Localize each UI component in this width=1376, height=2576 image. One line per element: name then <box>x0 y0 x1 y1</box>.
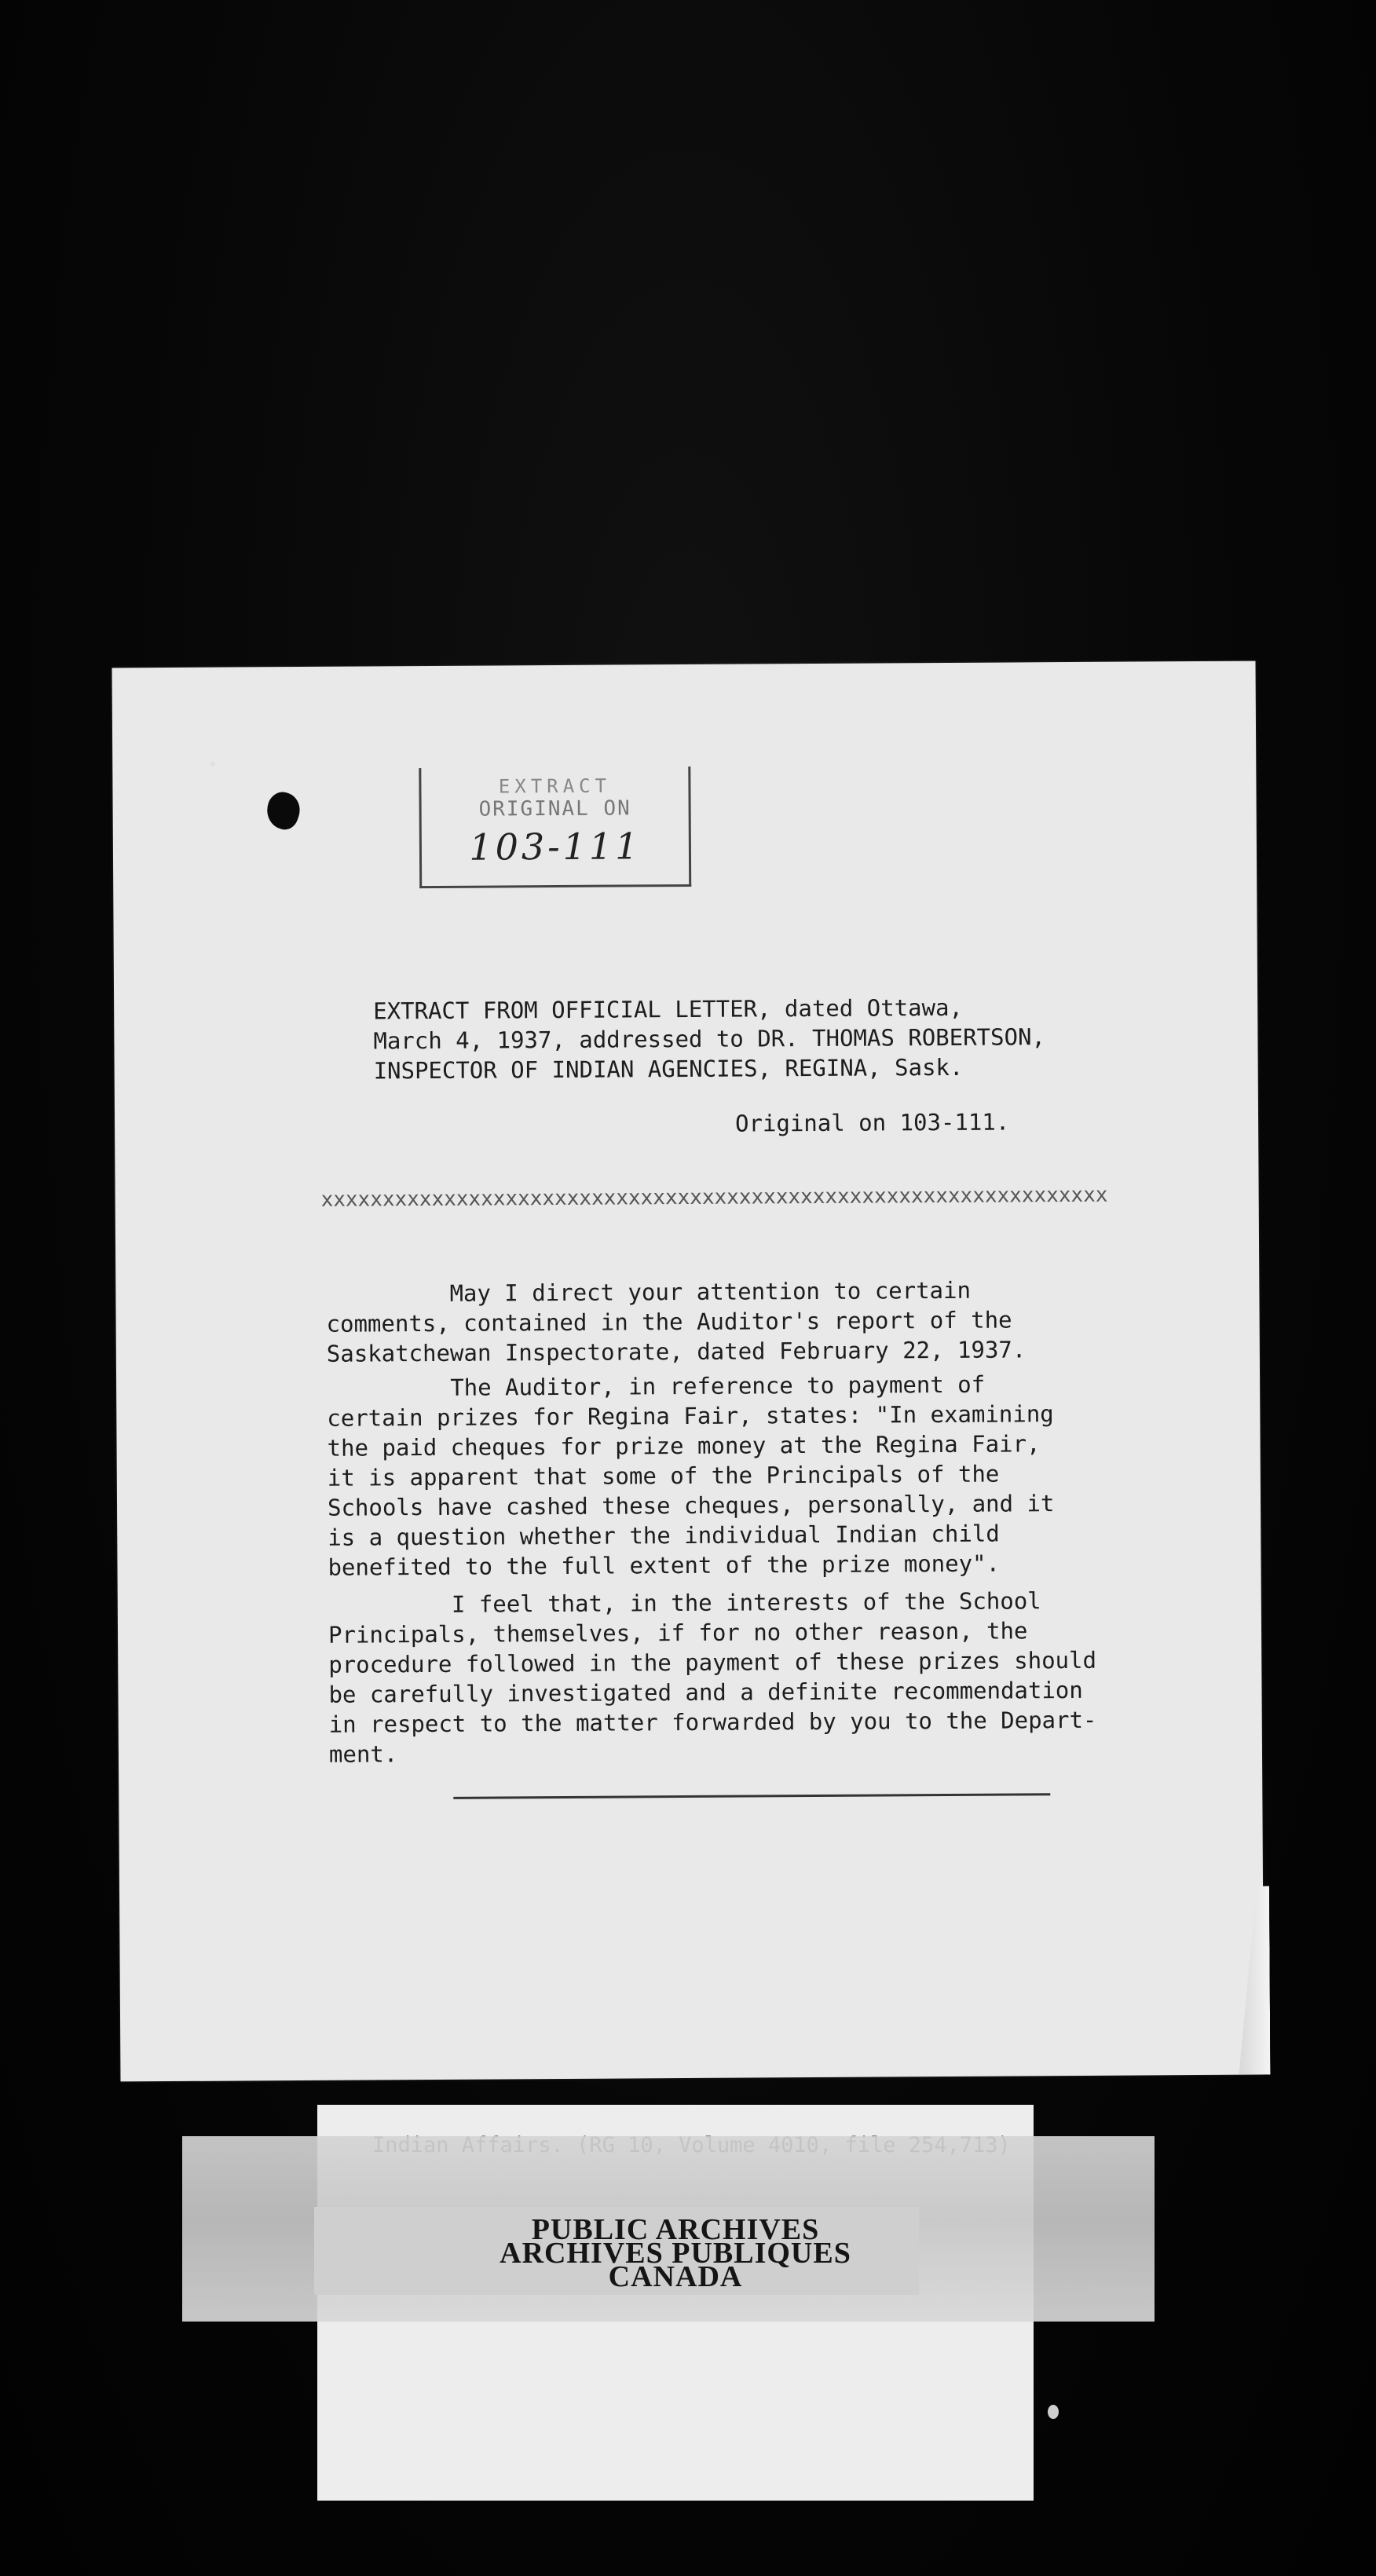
closing-rule <box>453 1793 1050 1799</box>
film-speck <box>1048 2405 1059 2419</box>
stamp-line1: EXTRACT <box>498 774 612 798</box>
stamp-handwritten-number: 103-111 <box>469 825 642 869</box>
paragraph-3: I feel that, in the interests of the School Principals, themselves, if for no other reason, the procedure followed in the payment of these prizes should be carefully investigated and a definite recommendation in respect to the matter forwarded by you to the Depart- ment. <box>328 1587 1097 1768</box>
paragraph-1: May I direct your attention to certain comments, contained in the Auditor's report of the Saskatchewan Inspectorate, dated February 22, 1937. <box>326 1276 1027 1367</box>
archive-stamp-line2: ARCHIVES PUBLIQUES <box>500 2237 851 2270</box>
heading-line: March 4, 1937, addressed to DR. THOMAS ROBERTSON, <box>373 1023 1046 1055</box>
public-archives-stamp <box>317 2213 1034 2293</box>
letter-page <box>112 661 1264 2082</box>
separator-line: xxxxxxxxxxxxxxxxxxxxxxxxxxxxxxxxxxxxxxxxxxxxxxxxxxxxxxxxxxxxxxxx <box>320 1183 1108 1212</box>
heading-line: EXTRACT FROM OFFICIAL LETTER, dated Ottawa, <box>373 993 964 1025</box>
archive-stamp-line3: CANADA <box>608 2260 743 2293</box>
paragraph-2: The Auditor, in reference to payment of certain prizes for Regina Fair, states: "In examining the paid cheques for prize money at the Regina Fair, it is apparent that some of the Principals of the Schools have cashed these cheques, personally, and it is a question whether the individual Indian child benefited to the full extent of the prize money". <box>327 1370 1055 1581</box>
original-on-note: Original on 103-111. <box>734 1108 1010 1137</box>
extract-stamp <box>419 767 691 888</box>
punch-hole <box>262 788 305 832</box>
page-curl <box>1238 1886 1270 2074</box>
stamp-line2: ORIGINAL ON <box>478 796 631 821</box>
heading-line: INSPECTOR OF INDIAN AGENCIES, REGINA, Sask. <box>373 1053 964 1085</box>
archive-stamp-line1: PUBLIC ARCHIVES <box>531 2213 820 2246</box>
film-speck <box>210 762 215 767</box>
letter-heading <box>373 991 1159 1085</box>
